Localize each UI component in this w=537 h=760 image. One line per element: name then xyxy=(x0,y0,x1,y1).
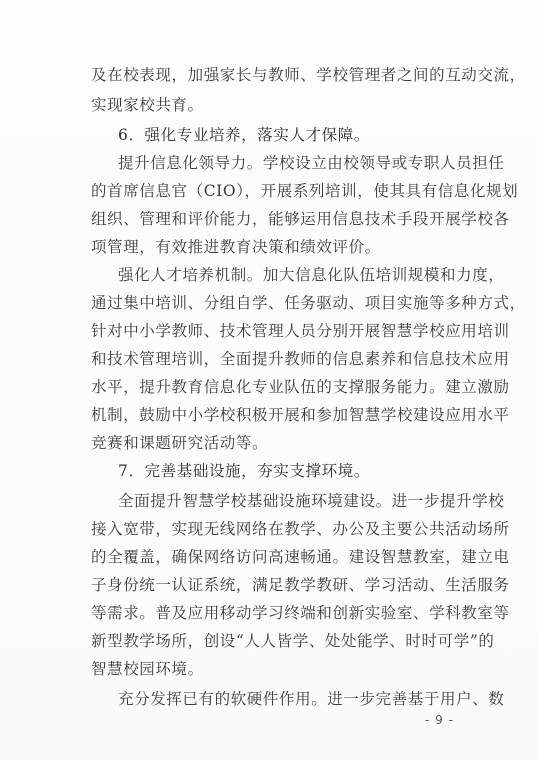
text-line: 提升信息化领导力。学校设立由校领导或专职人员担任 xyxy=(118,154,505,172)
text-line: 接入宽带，实现无线网络在教学、办公及主要公共活动场所 xyxy=(91,520,510,538)
text-line: 的首席信息官（CIO），开展系列培训，使其具有信息化规划 xyxy=(91,182,519,200)
page-number: - 9 - xyxy=(425,713,454,727)
section-heading: 6．强化专业培养，落实人才保障。 xyxy=(118,126,370,144)
text-line: 全面提升智慧学校基础设施环境建设。进一步提升学校 xyxy=(118,492,505,510)
text-line: 机制，鼓励中小学校积极开展和参加智慧学校建设应用水平 xyxy=(91,406,510,424)
text-line: 和技术管理培训，全面提升教师的信息素养和信息技术应用 xyxy=(91,350,510,368)
text-line: 组织、管理和评价能力，能够运用信息技术手段开展学校各 xyxy=(91,210,510,228)
text-line: 项管理，有效推进教育决策和绩效评价。 xyxy=(91,238,381,256)
text-line: 通过集中培训、分组自学、任务驱动、项目实施等多种方式， xyxy=(91,294,526,312)
text-line: 及在校表现，加强家长与教师、学校管理者之间的互动交流， xyxy=(91,66,526,84)
text-line: 竞赛和课题研究活动等。 xyxy=(91,434,269,452)
text-line: 子身份统一认证系统，满足教学教研、学习活动、生活服务 xyxy=(91,576,510,594)
section-heading: 7．完善基础设施，夯实支撑环境。 xyxy=(118,462,370,480)
text-line: 针对中小学教师、技术管理人员分别开展智慧学校应用培训 xyxy=(91,322,510,340)
text-line: 充分发挥已有的软硬件作用。进一步完善基于用户、数 xyxy=(118,690,505,708)
text-line: 等需求。普及应用移动学习终端和创新实验室、学科教室等 xyxy=(91,604,510,622)
text-line: 的全覆盖，确保网络访问高速畅通。建设智慧教室，建立电 xyxy=(91,548,510,566)
text-line: 水平，提升教育信息化专业队伍的支撑服务能力。建立激励 xyxy=(91,378,510,396)
text-line: 强化人才培养机制。加大信息化队伍培训规模和力度， xyxy=(118,266,505,284)
text-line: 实现家校共育。 xyxy=(91,96,204,114)
text-line: 智慧校园环境。 xyxy=(91,660,204,678)
text-line: 新型教学场所，创设“人人皆学、处处能学、时时可学”的 xyxy=(91,632,495,650)
